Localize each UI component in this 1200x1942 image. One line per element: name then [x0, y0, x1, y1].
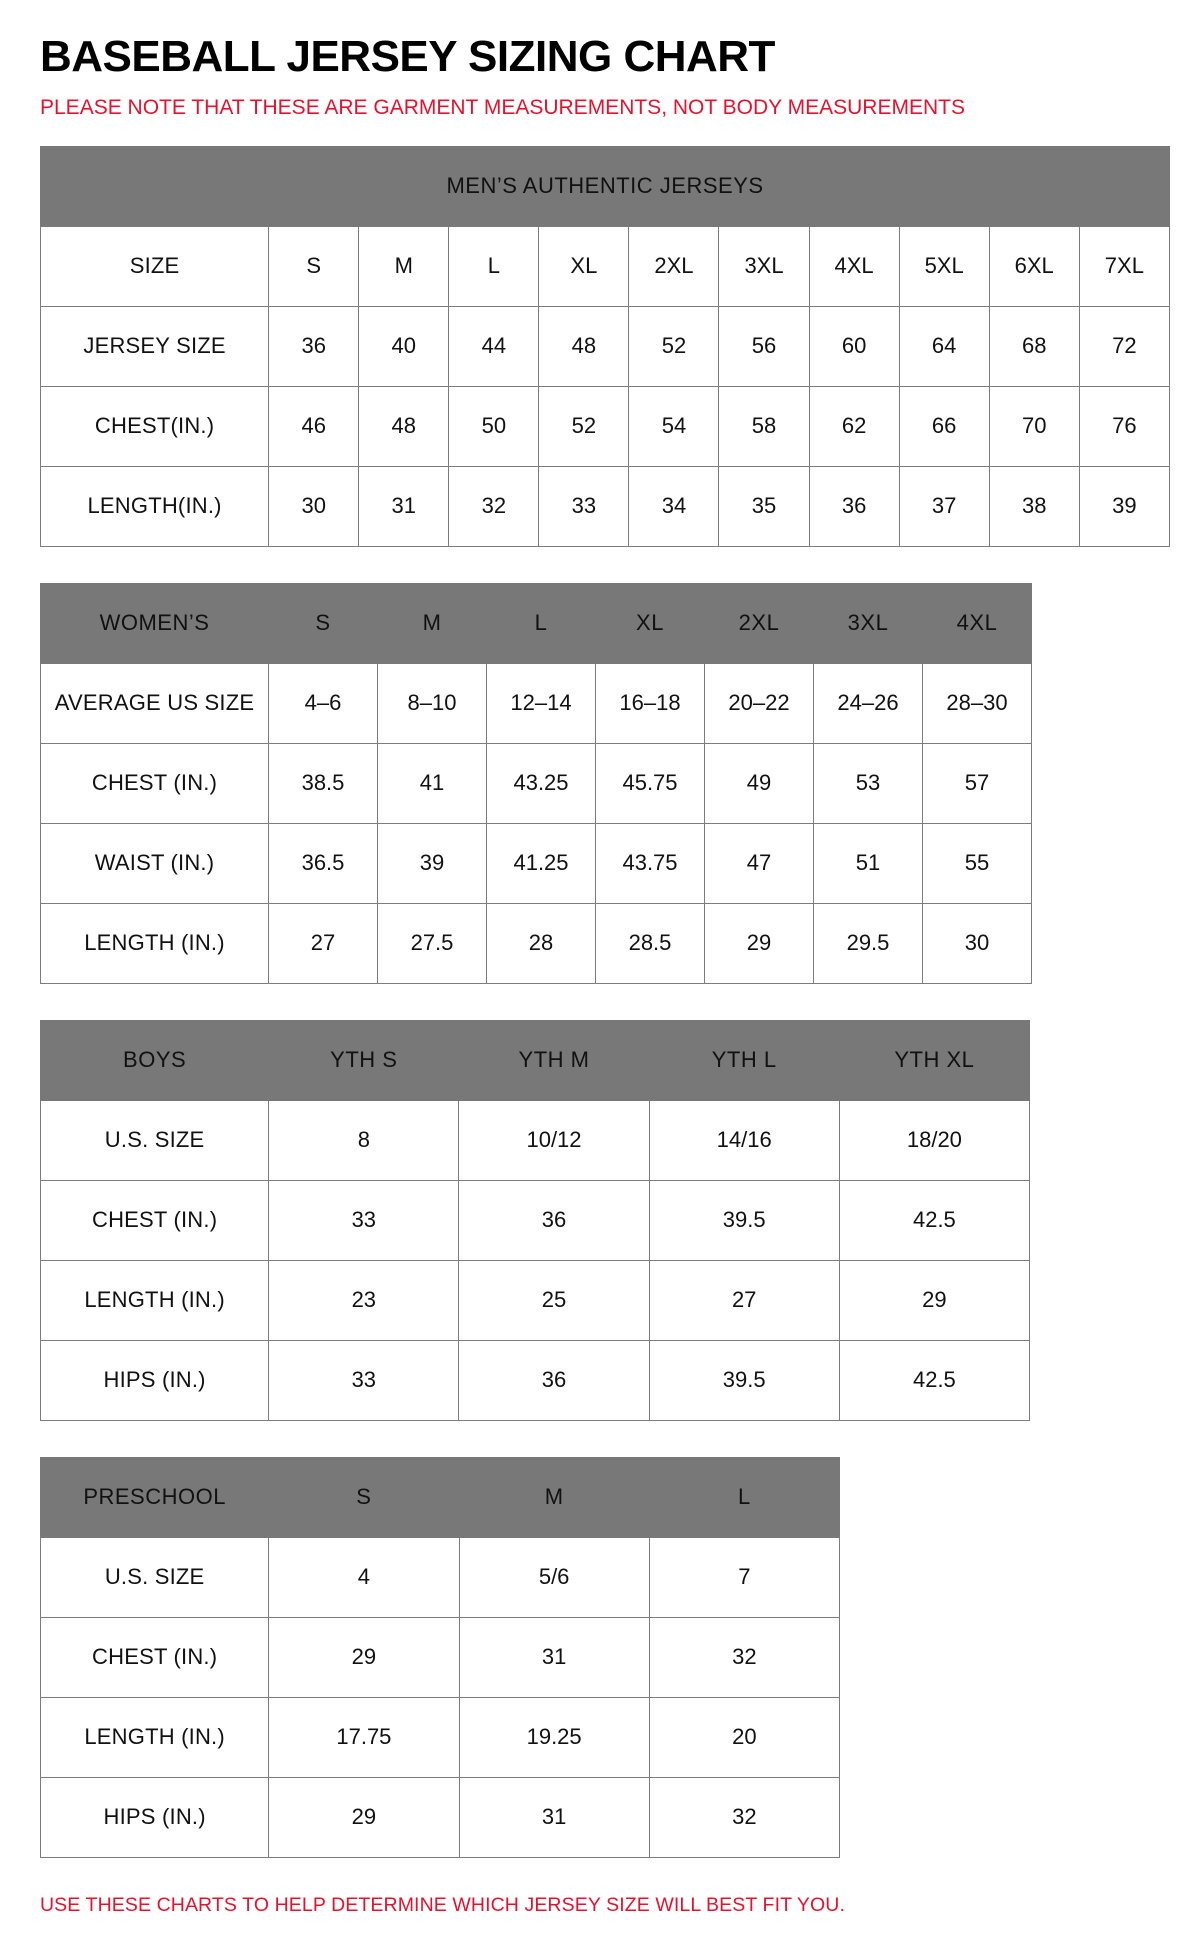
womens-size-m: M [378, 583, 487, 663]
table-row-header [41, 1020, 1030, 1100]
table-cell: 12–14 [487, 663, 596, 743]
mens-size-4xl: 4XL [809, 226, 899, 306]
mens-size-label: SIZE [41, 226, 269, 306]
table-cell: 51 [814, 823, 923, 903]
table-cell: 46 [269, 386, 359, 466]
table-cell: 48 [539, 306, 629, 386]
table-row [41, 1100, 1030, 1180]
womens-size-4xl: 4XL [923, 583, 1032, 663]
table-row [41, 1260, 1030, 1340]
table-cell: 38 [989, 466, 1079, 546]
table-row-header [41, 583, 1032, 663]
table-cell: 37 [899, 466, 989, 546]
womens-size-3xl: 3XL [814, 583, 923, 663]
womens-row-label-waist: WAIST (IN.) [41, 823, 269, 903]
table-row-header [41, 226, 1170, 306]
preschool-row-label-hips: HIPS (IN.) [41, 1777, 269, 1857]
table-cell: 72 [1079, 306, 1169, 386]
table-row [41, 663, 1032, 743]
table-cell: 20–22 [705, 663, 814, 743]
table-cell: 57 [923, 743, 1032, 823]
table-cell: 49 [705, 743, 814, 823]
table-cell: 23 [269, 1260, 459, 1340]
table-cell: 42.5 [839, 1340, 1029, 1420]
preschool-row-label-chest: CHEST (IN.) [41, 1617, 269, 1697]
table-cell: 29.5 [814, 903, 923, 983]
table-row [41, 1777, 840, 1857]
table-cell: 31 [459, 1617, 649, 1697]
table-cell: 66 [899, 386, 989, 466]
table-cell: 4 [269, 1537, 459, 1617]
table-row [41, 1537, 840, 1617]
table-cell: 55 [923, 823, 1032, 903]
mens-row-label-length: LENGTH(IN.) [41, 466, 269, 546]
table-cell: 39.5 [649, 1340, 839, 1420]
table-cell: 56 [719, 306, 809, 386]
mens-size-s: S [269, 226, 359, 306]
mens-size-2xl: 2XL [629, 226, 719, 306]
table-cell: 31 [459, 1777, 649, 1857]
table-cell: 60 [809, 306, 899, 386]
table-cell: 5/6 [459, 1537, 649, 1617]
table-cell: 10/12 [459, 1100, 649, 1180]
boys-size-yth-s: YTH S [269, 1020, 459, 1100]
table-cell: 19.25 [459, 1697, 649, 1777]
table-cell: 33 [269, 1180, 459, 1260]
boys-row-label-us-size: U.S. SIZE [41, 1100, 269, 1180]
table-row [41, 1697, 840, 1777]
table-cell: 28 [487, 903, 596, 983]
mens-size-3xl: 3XL [719, 226, 809, 306]
boys-row-label-hips: HIPS (IN.) [41, 1340, 269, 1420]
table-row [41, 1617, 840, 1697]
table-cell: 30 [269, 466, 359, 546]
womens-row-label-length: LENGTH (IN.) [41, 903, 269, 983]
table-cell: 53 [814, 743, 923, 823]
mens-banner: MEN’S AUTHENTIC JERSEYS [41, 146, 1170, 226]
boys-sizing-table [40, 1020, 1030, 1421]
table-cell: 8–10 [378, 663, 487, 743]
table-cell: 24–26 [814, 663, 923, 743]
table-cell: 50 [449, 386, 539, 466]
table-cell: 68 [989, 306, 1079, 386]
table-cell: 30 [923, 903, 1032, 983]
table-cell: 7 [649, 1537, 839, 1617]
table-cell: 39 [1079, 466, 1169, 546]
table-row [41, 823, 1032, 903]
mens-size-7xl: 7XL [1079, 226, 1169, 306]
table-cell: 52 [629, 306, 719, 386]
womens-row-label-average-us-size: AVERAGE US SIZE [41, 663, 269, 743]
table-cell: 38.5 [269, 743, 378, 823]
table-cell: 20 [649, 1697, 839, 1777]
boys-size-yth-l: YTH L [649, 1020, 839, 1100]
preschool-size-m: M [459, 1457, 649, 1537]
womens-row-label-chest: CHEST (IN.) [41, 743, 269, 823]
table-row [41, 1340, 1030, 1420]
table-cell: 28.5 [596, 903, 705, 983]
table-cell: 58 [719, 386, 809, 466]
table-cell: 31 [359, 466, 449, 546]
table-cell: 27 [649, 1260, 839, 1340]
table-cell: 36 [459, 1180, 649, 1260]
table-cell: 35 [719, 466, 809, 546]
table-cell: 34 [629, 466, 719, 546]
mens-size-m: M [359, 226, 449, 306]
table-cell: 41 [378, 743, 487, 823]
womens-size-xl: XL [596, 583, 705, 663]
womens-label: WOMEN’S [41, 583, 269, 663]
boys-size-yth-m: YTH M [459, 1020, 649, 1100]
boys-row-label-length: LENGTH (IN.) [41, 1260, 269, 1340]
preschool-size-s: S [269, 1457, 459, 1537]
table-cell: 39.5 [649, 1180, 839, 1260]
boys-row-label-chest: CHEST (IN.) [41, 1180, 269, 1260]
table-cell: 14/16 [649, 1100, 839, 1180]
table-cell: 33 [269, 1340, 459, 1420]
mens-row-label-jersey-size: JERSEY SIZE [41, 306, 269, 386]
table-cell: 47 [705, 823, 814, 903]
mens-size-xl: XL [539, 226, 629, 306]
boys-label: BOYS [41, 1020, 269, 1100]
table-cell: 39 [378, 823, 487, 903]
womens-size-l: L [487, 583, 596, 663]
table-cell: 29 [269, 1617, 459, 1697]
table-row [41, 1180, 1030, 1260]
table-cell: 4–6 [269, 663, 378, 743]
table-row [41, 743, 1032, 823]
table-cell: 76 [1079, 386, 1169, 466]
garment-measurement-note: PLEASE NOTE THAT THESE ARE GARMENT MEASUREMENTS, NOT BODY MEASUREMENTS [40, 96, 965, 120]
page-title: BASEBALL JERSEY SIZING CHART [40, 32, 775, 81]
table-row-banner [41, 146, 1170, 226]
womens-size-s: S [269, 583, 378, 663]
table-row [41, 903, 1032, 983]
footer-note: USE THESE CHARTS TO HELP DETERMINE WHICH JERSEY SIZE WILL BEST FIT YOU. [40, 1893, 845, 1916]
preschool-size-l: L [649, 1457, 839, 1537]
table-cell: 8 [269, 1100, 459, 1180]
table-cell: 33 [539, 466, 629, 546]
table-cell: 54 [629, 386, 719, 466]
table-cell: 18/20 [839, 1100, 1029, 1180]
table-cell: 36 [269, 306, 359, 386]
table-row-header [41, 1457, 840, 1537]
table-cell: 62 [809, 386, 899, 466]
mens-size-6xl: 6XL [989, 226, 1079, 306]
mens-size-5xl: 5XL [899, 226, 989, 306]
table-cell: 32 [649, 1617, 839, 1697]
table-cell: 28–30 [923, 663, 1032, 743]
table-cell: 45.75 [596, 743, 705, 823]
preschool-row-label-us-size: U.S. SIZE [41, 1537, 269, 1617]
table-row [41, 466, 1170, 546]
table-cell: 41.25 [487, 823, 596, 903]
table-cell: 43.25 [487, 743, 596, 823]
table-cell: 29 [705, 903, 814, 983]
table-cell: 27.5 [378, 903, 487, 983]
table-cell: 44 [449, 306, 539, 386]
table-cell: 17.75 [269, 1697, 459, 1777]
table-cell: 43.75 [596, 823, 705, 903]
table-cell: 16–18 [596, 663, 705, 743]
table-cell: 36 [809, 466, 899, 546]
table-cell: 52 [539, 386, 629, 466]
table-cell: 42.5 [839, 1180, 1029, 1260]
table-cell: 25 [459, 1260, 649, 1340]
table-cell: 64 [899, 306, 989, 386]
table-cell: 48 [359, 386, 449, 466]
preschool-sizing-table [40, 1457, 840, 1858]
boys-size-yth-xl: YTH XL [839, 1020, 1029, 1100]
table-cell: 29 [269, 1777, 459, 1857]
table-cell: 32 [649, 1777, 839, 1857]
mens-row-label-chest: CHEST(IN.) [41, 386, 269, 466]
table-cell: 36.5 [269, 823, 378, 903]
preschool-label: PRESCHOOL [41, 1457, 269, 1537]
mens-size-l: L [449, 226, 539, 306]
table-cell: 29 [839, 1260, 1029, 1340]
table-cell: 32 [449, 466, 539, 546]
table-cell: 27 [269, 903, 378, 983]
table-cell: 36 [459, 1340, 649, 1420]
table-row [41, 306, 1170, 386]
table-cell: 40 [359, 306, 449, 386]
mens-sizing-table [40, 146, 1170, 547]
womens-size-2xl: 2XL [705, 583, 814, 663]
table-cell: 70 [989, 386, 1079, 466]
womens-sizing-table [40, 583, 1032, 984]
preschool-row-label-length: LENGTH (IN.) [41, 1697, 269, 1777]
table-row [41, 386, 1170, 466]
